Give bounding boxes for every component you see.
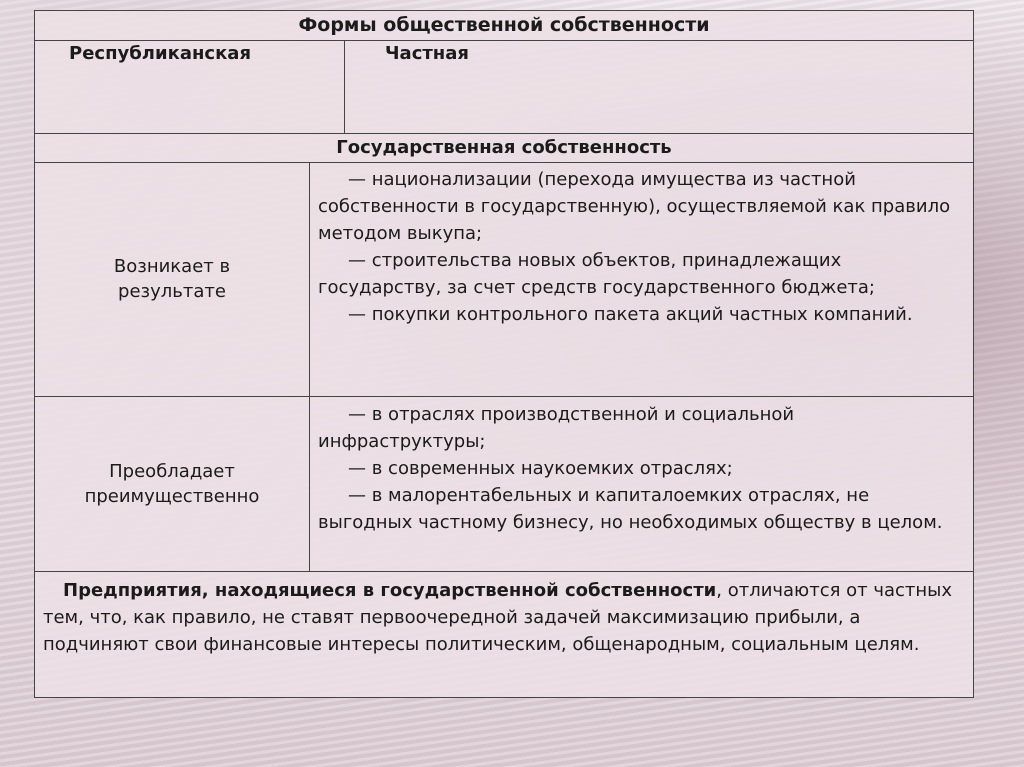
table-title: Формы общественной собственности — [35, 11, 973, 41]
arises-item-nationalization: — национализации (перехода имущества из частной собственности в государственную), осуществляемой как правило методом выкупа; — [318, 169, 951, 244]
arises-item-construction: — строительства новых объектов, принадлежащих государству, за счет средств государственного бюджета; — [318, 250, 875, 298]
prevails-item-science: — в современных наукоемких отраслях; — [348, 458, 733, 479]
note-bold-lead: Предприятия, находящиеся в государственной собственности — [63, 580, 717, 601]
arises-row — [35, 162, 973, 397]
prevails-item-low-profit: — в малорентабельных и капиталоемких отраслях, не выгодных частному бизнесу, но необходимых обществу в целом. — [318, 485, 943, 533]
republican-label: Республиканская — [69, 43, 251, 64]
state-enterprises-note — [35, 572, 973, 697]
republican-cell — [35, 41, 345, 133]
arises-item-shares: — покупки контрольного пакета акций частных компаний. — [348, 304, 913, 325]
note-text: , отличаются от частных тем, что, как правило, не ставят первоочередной задачей максимизацию прибыли, а подчиняют свои финансовые интересы политическим, общенародным, социальным целям. — [43, 580, 953, 655]
private-cell — [346, 41, 973, 133]
prevails-item-infrastructure: — в отраслях производственной и социальной инфраструктуры; — [318, 404, 795, 452]
private-label: Частная — [385, 43, 469, 64]
prevails-label: Преобладает преимущественно — [35, 397, 310, 571]
property-forms-table — [34, 10, 974, 698]
arises-label: Возникает в результате — [35, 162, 310, 396]
prevails-content — [310, 397, 973, 571]
arises-content — [310, 162, 973, 396]
state-property-heading: Государственная собственность — [35, 133, 973, 163]
prevails-row — [35, 397, 973, 572]
